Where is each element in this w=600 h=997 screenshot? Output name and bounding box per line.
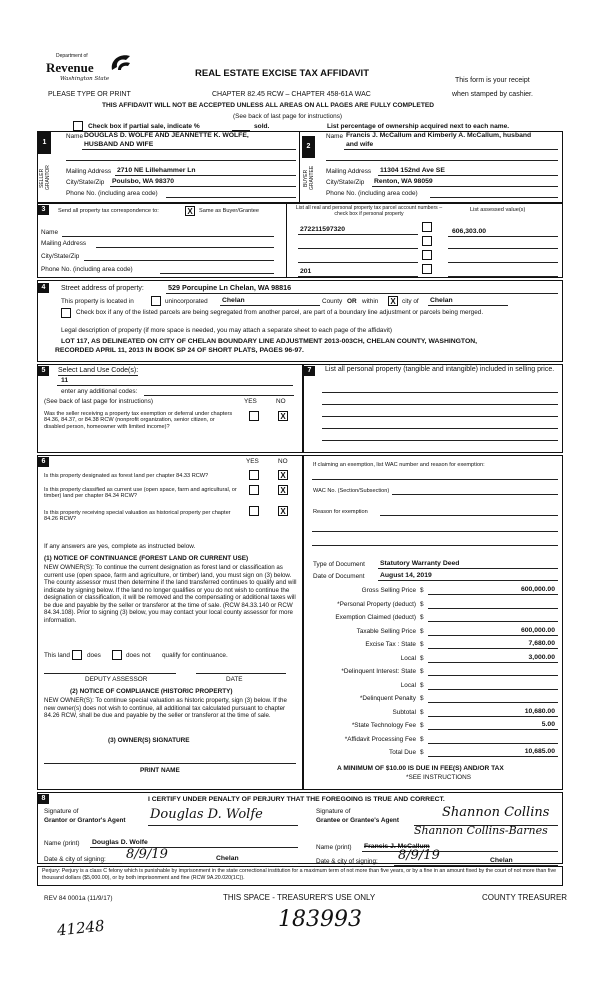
buyer-mail-line bbox=[378, 175, 558, 176]
seller-mail-value: 2710 NE Lillehammer Ln bbox=[117, 167, 196, 174]
dept-state-text: Washington State bbox=[60, 76, 110, 82]
tax-row-line bbox=[428, 621, 558, 622]
sec5-no-header: NO bbox=[276, 398, 286, 405]
pp-line-2 bbox=[322, 404, 558, 405]
seller-side-label: SELLER GRANTOR bbox=[39, 165, 51, 191]
seller-city-label: City/State/Zip bbox=[66, 179, 105, 186]
same-as-buyer-label: Same as Buyer/Grantee bbox=[199, 208, 260, 214]
historic-yes-checkbox[interactable] bbox=[249, 506, 259, 516]
land-use-see-back: (See back of last page for instructions) bbox=[44, 398, 154, 405]
doc-date-line bbox=[378, 580, 558, 581]
tax-row-dollar: $ bbox=[420, 735, 424, 743]
grantee-sig-label2: Grantee or Grantee's Agent bbox=[316, 817, 399, 824]
unincorporated-label: unincorporated bbox=[165, 298, 208, 305]
exempt-line-1 bbox=[312, 479, 558, 480]
tax-row-label: Excise Tax : State bbox=[365, 641, 416, 648]
print-name-label: PRINT NAME bbox=[140, 767, 180, 774]
street-line bbox=[166, 293, 558, 294]
land-use-label: Select Land Use Code(s): bbox=[58, 367, 138, 376]
tax-row-line bbox=[428, 675, 558, 676]
perjury-text: Perjury: Perjury is a class C felony which is punishable by imprisonment in the state correctional institution for a maximum term of not more than five years, or by a fine in an amount fixed by the court of not more than five thousand dollars ($5,000.00), or by both imprisonment and fine (RCW 9A.20.020(1C)). bbox=[42, 868, 557, 881]
grantee-sig-label1: Signature of bbox=[316, 808, 351, 815]
tax-row-line bbox=[428, 608, 558, 609]
pp-line-1 bbox=[322, 392, 558, 393]
tax-row-line bbox=[428, 702, 558, 703]
corr-name-label: Name bbox=[41, 229, 59, 236]
print-name-line bbox=[44, 763, 296, 764]
city-of-checkbox[interactable]: X bbox=[388, 296, 398, 306]
section-5-number: 5 bbox=[38, 366, 49, 376]
does-label: does bbox=[87, 652, 101, 659]
section-2-number: 2 bbox=[302, 136, 315, 158]
land-use-code: 11 bbox=[61, 377, 69, 384]
this-land-label: This land bbox=[44, 652, 70, 659]
reason-label: Reason for exemption bbox=[313, 509, 368, 515]
legal-line2: RECORDED APRIL 11, 2013 IN BOOK SP 24 OF SHORT PLATS, PAGES 96-97. bbox=[55, 347, 304, 354]
personal-property-checkbox-1[interactable] bbox=[422, 222, 432, 232]
tax-row-line bbox=[428, 756, 558, 757]
tax-row-line bbox=[428, 635, 558, 636]
owner-signature-label: (3) OWNER(S) SIGNATURE bbox=[108, 737, 190, 744]
forest-no-checkbox[interactable]: X bbox=[278, 470, 288, 480]
seller-blank-line bbox=[66, 160, 296, 161]
segregated-checkbox[interactable] bbox=[61, 308, 71, 318]
parcel-line-3 bbox=[298, 262, 418, 263]
grantee-name-line bbox=[362, 851, 558, 852]
reason-line-2 bbox=[312, 531, 558, 532]
segregated-label: Check box if any of the listed parcels are being segregated from another parcel, are part of a boundary line adjustment or parcels being merged. bbox=[76, 309, 484, 316]
doc-type-label: Type of Document bbox=[313, 561, 365, 568]
dept-small-text: Department of bbox=[56, 53, 88, 59]
forest-land-question: Is this property designated as forest land per chapter 84.33 RCW? bbox=[44, 473, 209, 479]
corr-city-label: City/State/Zip bbox=[41, 253, 80, 260]
county-treasurer: COUNTY TREASURER bbox=[482, 893, 568, 902]
warning-text: THIS AFFIDAVIT WILL NOT BE ACCEPTED UNLESS ALL AREAS ON ALL PAGES ARE FULLY COMPLETED bbox=[102, 102, 435, 109]
grantor-date-city-label: Date & city of signing: bbox=[44, 856, 106, 863]
doc-date-value: August 14, 2019 bbox=[380, 572, 432, 579]
tax-row-value: 10,680.00 bbox=[524, 707, 555, 715]
grantor-city: Chelan bbox=[216, 855, 239, 862]
tax-row-dollar: $ bbox=[420, 627, 424, 635]
buyer-side-label: BUYER GRANTEE bbox=[303, 165, 315, 191]
pp-line-3 bbox=[322, 416, 558, 417]
tax-row-label: Local bbox=[400, 681, 416, 689]
tax-row-line bbox=[428, 729, 558, 730]
grantor-date: 8/9/19 bbox=[126, 847, 168, 862]
tax-row-label: *Personal Property (deduct) bbox=[337, 600, 416, 608]
city-of-label: city of bbox=[402, 298, 419, 305]
parcel-header: List all real and personal property tax parcel account numbers – check box if personal property bbox=[295, 205, 443, 217]
deputy-date-label: DATE bbox=[226, 676, 243, 683]
revenue-logo bbox=[46, 50, 142, 90]
seller-phone-label: Phone No. (including area code) bbox=[66, 190, 158, 197]
street-value: 529 Porcupine Ln Chelan, WA 98816 bbox=[168, 283, 292, 292]
section-3-number: 3 bbox=[38, 205, 49, 215]
tax-row-value: 7,680.00 bbox=[528, 640, 555, 647]
parcel-line-4 bbox=[298, 276, 418, 277]
wac-line bbox=[392, 494, 558, 495]
form-revision: REV 84 0001a (11/9/17) bbox=[44, 895, 113, 902]
grantor-sig-label1: Signature of bbox=[44, 808, 79, 815]
tax-row-dollar: $ bbox=[420, 600, 424, 608]
additional-codes-label: enter any additional codes: bbox=[61, 388, 138, 395]
section-5-box bbox=[37, 364, 303, 453]
seller-name-underline bbox=[82, 149, 296, 150]
buyer-mail-label: Mailing Address bbox=[326, 168, 372, 175]
handwritten-number-2: 183993 bbox=[278, 907, 362, 932]
tax-row-value: 3,000.00 bbox=[528, 653, 555, 661]
grantee-name-print-label: Name (print) bbox=[316, 844, 352, 851]
additional-codes-line bbox=[144, 395, 294, 396]
exemption-yes-checkbox[interactable] bbox=[249, 411, 259, 421]
reason-line-3 bbox=[312, 545, 558, 546]
notice-compliance-text: NEW OWNER(S): To continue special valuation as historic property, sign (3) below. If the new owner(s) does not wish to continue, all additional tax calculated pursuant to chapter 84.26 RCW, shall be due and payable by the seller or transferor at the time of sale. bbox=[44, 697, 287, 720]
pp-line-5 bbox=[322, 440, 558, 441]
legal-label: Legal description of property (if more space is needed, you may attach a separate sheet to each page of the affidavit) bbox=[61, 327, 392, 334]
section-4-number: 4 bbox=[38, 283, 49, 293]
corr-mail-label: Mailing Address bbox=[41, 240, 87, 247]
corr-phone-label: Phone No. (including area code) bbox=[41, 266, 133, 273]
grantor-name-print: Douglas D. Wolfe bbox=[92, 839, 148, 846]
sec6-no-header: NO bbox=[278, 458, 288, 465]
corr-mail-line bbox=[96, 247, 274, 248]
tax-row-line bbox=[428, 662, 558, 663]
deputy-line bbox=[44, 673, 176, 674]
unincorporated-checkbox[interactable] bbox=[151, 296, 161, 306]
receipt-line2: when stamped by cashier. bbox=[452, 91, 533, 98]
current-use-yes-checkbox[interactable] bbox=[249, 485, 259, 495]
tax-row-label: *Delinquent Interest: State bbox=[341, 668, 416, 675]
assessed-line-1 bbox=[448, 236, 558, 237]
tax-row-value: 10,685.00 bbox=[524, 748, 555, 755]
tax-row-line bbox=[428, 716, 558, 717]
assessed-line-4 bbox=[448, 276, 558, 277]
treasurer-space: THIS SPACE - TREASURER'S USE ONLY bbox=[223, 893, 376, 902]
tax-row-label: *Affidavit Processing Fee bbox=[344, 735, 416, 743]
tax-row-value: 5.00 bbox=[541, 721, 555, 728]
same-as-buyer-checkbox[interactable]: X bbox=[185, 206, 195, 216]
buyer-mail-value: 11304 152nd Ave SE bbox=[380, 167, 445, 174]
tax-row-value: 600,000.00 bbox=[520, 626, 555, 634]
tax-row-label: Gross Selling Price bbox=[361, 587, 416, 594]
tax-row-dollar: $ bbox=[420, 587, 424, 594]
does-checkbox[interactable] bbox=[72, 650, 82, 660]
seller-name-line2: HUSBAND AND WIFE bbox=[84, 141, 154, 148]
within-label: within bbox=[362, 298, 379, 305]
seller-name-label: Name bbox=[66, 133, 84, 140]
seller-phone-line bbox=[166, 197, 296, 198]
partial-sale-label: Check box if partial sale, indicate % bbox=[88, 123, 200, 130]
grantor-sig-line bbox=[148, 825, 298, 826]
partial-sold-text: sold. bbox=[254, 123, 270, 130]
tax-row-value: 600,000.00 bbox=[520, 586, 555, 593]
tax-row-dollar: $ bbox=[420, 668, 424, 675]
handwritten-number-1: 41248 bbox=[56, 916, 106, 940]
minimum-fee-note: A MINIMUM OF $10.00 IS DUE IN FEE(S) AND/OR TAX bbox=[337, 765, 504, 772]
buyer-city-label: City/State/Zip bbox=[326, 179, 365, 186]
buyer-blank-line bbox=[326, 160, 558, 161]
corr-city-line bbox=[84, 260, 274, 261]
grantee-name-print: Francis J. McCallum bbox=[364, 843, 430, 850]
tax-row-label: Subtotal bbox=[392, 708, 416, 716]
tax-row-label: Total Due bbox=[389, 749, 416, 756]
see-instructions-note: *SEE INSTRUCTIONS bbox=[406, 774, 471, 781]
county-label: County bbox=[322, 298, 343, 305]
deputy-date-line bbox=[196, 673, 286, 674]
tax-row-dollar: $ bbox=[420, 641, 424, 648]
located-label: This property is located in bbox=[61, 298, 134, 305]
county-line bbox=[220, 305, 320, 306]
personal-property-checkbox-4[interactable] bbox=[422, 264, 432, 274]
tax-row-label: Taxable Selling Price bbox=[356, 627, 416, 635]
tax-row-label: *Delinquent Penalty bbox=[359, 695, 416, 702]
corr-name-line bbox=[62, 236, 274, 237]
dept-logo-icon bbox=[108, 52, 134, 74]
notice-compliance-title: (2) NOTICE OF COMPLIANCE (HISTORIC PROPERTY) bbox=[70, 688, 233, 695]
tax-row-line bbox=[428, 743, 558, 744]
seller-name-line1: DOUGLAS D. WOLFE AND JEANNETTE K. WOLFE, bbox=[84, 132, 249, 139]
parcel-line-1 bbox=[298, 234, 418, 235]
tax-row-dollar: $ bbox=[420, 681, 424, 689]
personal-property-checkbox-2[interactable] bbox=[422, 236, 432, 246]
parcel-extra: 201 bbox=[300, 268, 312, 275]
buyer-city-value: Renton, WA 98059 bbox=[374, 178, 433, 185]
corr-phone-line bbox=[160, 273, 274, 274]
city-line bbox=[428, 305, 508, 306]
or-label: OR bbox=[347, 298, 357, 305]
assessed-line-2 bbox=[448, 248, 558, 249]
personal-property-label: List all personal property (tangible and intangible) included in selling price. bbox=[325, 366, 555, 373]
forest-yes-checkbox[interactable] bbox=[249, 470, 259, 480]
type-print: PLEASE TYPE OR PRINT bbox=[48, 91, 131, 98]
buyer-phone-line bbox=[430, 197, 558, 198]
exemption-no-checkbox[interactable]: X bbox=[278, 411, 288, 421]
tax-row-dollar: $ bbox=[420, 749, 424, 756]
grantee-signature: Shannon Collins bbox=[442, 805, 550, 820]
tax-row-label: *State Technology Fee bbox=[351, 722, 416, 729]
grantor-name-print-label: Name (print) bbox=[44, 840, 80, 847]
reason-line bbox=[380, 515, 558, 516]
assessed-line-3 bbox=[448, 262, 558, 263]
section-3-divider bbox=[286, 203, 287, 278]
city-value: Chelan bbox=[430, 297, 453, 304]
sec5-yes-header: YES bbox=[244, 398, 257, 405]
grantor-name-line bbox=[90, 847, 298, 848]
tax-row-line bbox=[428, 594, 558, 595]
buyer-name-line2: and wife bbox=[346, 141, 374, 148]
send-correspondence-label: Send all property tax correspondence to: bbox=[58, 208, 159, 214]
grantor-date-line bbox=[122, 863, 298, 864]
grantor-sig-label2: Grantor or Grantor's Agent bbox=[44, 817, 126, 824]
seller-city-value: Poulsbo, WA 98370 bbox=[112, 178, 175, 185]
tax-row-line bbox=[428, 689, 558, 690]
buyer-name-line1: Francis J. McCallum and Kimberly A. McCallum, husband bbox=[346, 132, 532, 139]
partial-sale-checkbox[interactable] bbox=[73, 121, 83, 131]
buyer-phone-label: Phone No. (including area code) bbox=[326, 190, 418, 197]
section-6-number: 6 bbox=[38, 457, 49, 467]
parcel-number: 272211597320 bbox=[300, 226, 345, 233]
tax-row-dollar: $ bbox=[420, 654, 424, 662]
assessed-value: 606,303.00 bbox=[452, 228, 487, 235]
section-8-number: 8 bbox=[38, 794, 49, 804]
certify-text: I CERTIFY UNDER PENALTY OF PERJURY THAT THE FOREGOING IS TRUE AND CORRECT. bbox=[148, 796, 445, 803]
seller-mail-line bbox=[115, 175, 296, 176]
section-7-number: 7 bbox=[304, 366, 315, 376]
historic-question: Is this property receiving special valuation as historical property per chapter 84.26 RCW? bbox=[44, 510, 231, 523]
does-not-checkbox[interactable] bbox=[112, 650, 122, 660]
receipt-line1: This form is your receipt bbox=[455, 77, 530, 84]
grantor-signature: Douglas D. Wolfe bbox=[150, 807, 263, 822]
tax-row-dollar: $ bbox=[420, 722, 424, 729]
seller-mail-label: Mailing Address bbox=[66, 168, 112, 175]
buyer-name-underline bbox=[344, 149, 558, 150]
doc-date-label: Date of Document bbox=[313, 573, 365, 580]
grantee-print-handwritten: Shannon Collins-Barnes bbox=[414, 824, 548, 837]
parcel-line-2 bbox=[298, 248, 418, 249]
current-use-no-checkbox[interactable]: X bbox=[278, 485, 288, 495]
grantee-city: Chelan bbox=[490, 857, 513, 864]
personal-property-checkbox-3[interactable] bbox=[422, 250, 432, 260]
doc-type-value: Statutory Warranty Deed bbox=[380, 560, 460, 567]
grantee-date: 8/9/19 bbox=[398, 848, 440, 863]
tax-row-dollar: $ bbox=[420, 708, 424, 716]
form-title: REAL ESTATE EXCISE TAX AFFIDAVIT bbox=[195, 68, 370, 79]
buyer-city-line bbox=[372, 186, 558, 187]
tax-row-dollar: $ bbox=[420, 614, 424, 621]
pp-line-4 bbox=[322, 428, 558, 429]
seller-buyer-divider bbox=[299, 131, 300, 203]
street-label: Street address of property: bbox=[61, 285, 144, 292]
sec6-yes-header: YES bbox=[246, 458, 259, 465]
assessed-header: List assessed value(s) bbox=[470, 207, 526, 213]
qualify-label: qualify for continuance. bbox=[162, 652, 228, 659]
exemption-question: Was the seller receiving a property tax exemption or deferral under chapters 84.36, 84.37, or 84.38 RCW (nonprofit organization, senior citizen, or disabled person, homeowner with limited income)? bbox=[44, 411, 233, 430]
doc-type-line bbox=[378, 568, 558, 569]
exemption-claim-label: If claiming an exemption, list WAC number and reason for exemption: bbox=[313, 462, 485, 468]
tax-row-line bbox=[428, 648, 558, 649]
notice-continuance-title: (1) NOTICE OF CONTINUANCE (FOREST LAND OR CURRENT USE) bbox=[44, 555, 249, 562]
notice-continuance-text: NEW OWNER(S): To continue the current designation as forest land or classification as current use (open space, farm and agriculture, or timber) land, you must sign on (3) below. The county assessor must then determine if the land transferred continues to qualify and will indicate by signing below. If the land no longer qualifies or you do not wish to continue the designation or classification, it will be removed and the compensating or additional taxes will be due and payable by the seller or transferor at the time of sale. (RCW 84.33.140 or RCW 84.34.108). Prior to signing (3) below, you may contact your local county assessor for more information. bbox=[44, 564, 297, 624]
does-not-label: does not bbox=[126, 652, 151, 659]
seller-city-line bbox=[110, 186, 296, 187]
county-value: Chelan bbox=[222, 297, 245, 304]
legal-line1: LOT 117, AS DELINEATED ON CITY OF CHELAN BOUNDARY LINE ADJUSTMENT 2013-003CH, CHELAN COUNTY, WASHINGTON, bbox=[61, 338, 478, 345]
grantee-date-city-label: Date & city of signing: bbox=[316, 858, 378, 865]
if-yes-note: If any answers are yes, complete as instructed below. bbox=[44, 543, 196, 550]
ownership-note: List percentage of ownership acquired next to each name. bbox=[327, 123, 510, 130]
see-back-text: (See back of last page for instructions) bbox=[233, 113, 343, 120]
section-1-number: 1 bbox=[38, 132, 51, 154]
current-use-question: Is this property classified as current use (open space, farm and agricultural, or timber) land per chapter 84.34 RCW? bbox=[44, 487, 237, 500]
historic-no-checkbox[interactable]: X bbox=[278, 506, 288, 516]
tax-row-label: Local bbox=[400, 654, 416, 662]
wac-label: WAC No. (Section/Subsection) bbox=[313, 488, 390, 494]
deputy-assessor-label: DEPUTY ASSESSOR bbox=[85, 676, 148, 683]
tax-row-label: Exemption Claimed (deduct) bbox=[335, 614, 416, 621]
dept-big-text: Revenue bbox=[46, 60, 94, 75]
land-use-line bbox=[57, 385, 293, 386]
tax-row-dollar: $ bbox=[420, 695, 424, 702]
chapter-ref: CHAPTER 82.45 RCW – CHAPTER 458-61A WAC bbox=[212, 91, 371, 98]
buyer-name-label: Name bbox=[326, 133, 344, 140]
